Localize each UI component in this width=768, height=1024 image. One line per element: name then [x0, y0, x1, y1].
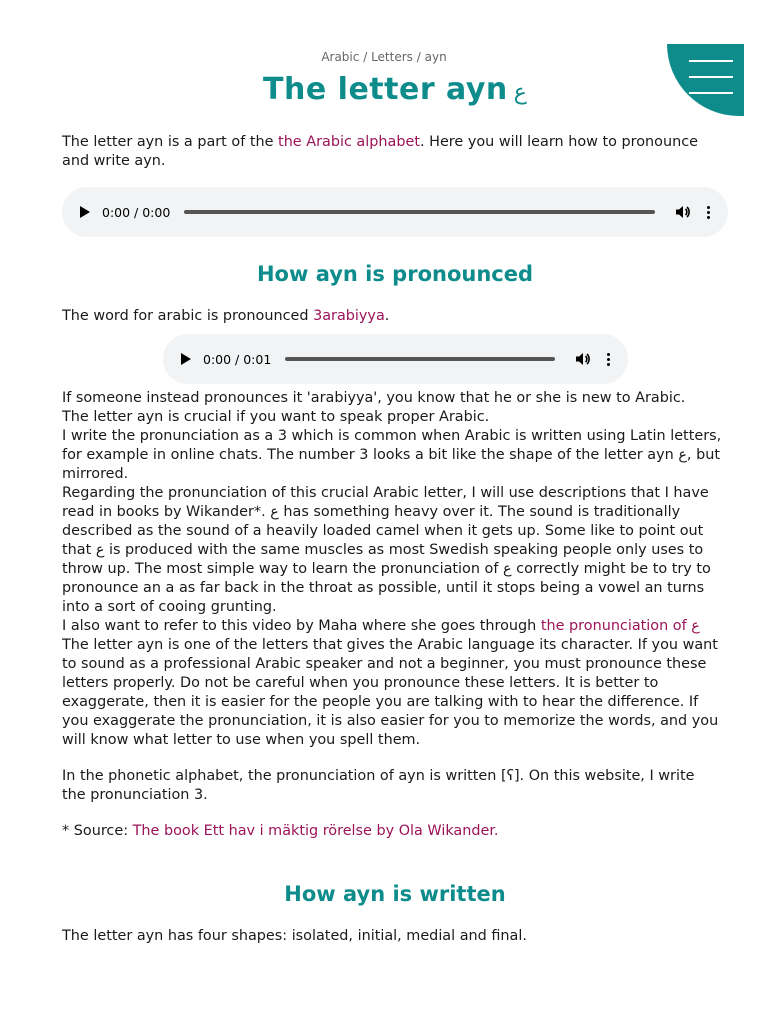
arabic-alphabet-link[interactable]: the Arabic alphabet [278, 134, 420, 150]
intro-text-end: . Here you will learn how to pronounce and write ayn. [62, 134, 698, 169]
play-icon[interactable] [181, 353, 191, 365]
audio-player-intro[interactable] [62, 187, 728, 237]
volume-icon[interactable] [675, 204, 691, 220]
intro-paragraph [62, 133, 722, 171]
intro-text: The letter ayn is a part of the [62, 134, 279, 150]
video-ref-text: I also want to refer to this video by Maha where she goes through [62, 618, 541, 634]
source-label: * Source: [62, 823, 133, 839]
word-text: The word for arabic is pronounced [62, 308, 314, 324]
audio-player-word[interactable] [163, 334, 628, 384]
page-title-arabic: ع [513, 80, 527, 105]
source-book-link[interactable]: The book Ett hav i mäktig rörelse by Ola Wikander. [132, 823, 499, 839]
3arabiyya-link[interactable]: 3arabiyya [313, 308, 385, 324]
audio-time: 0:00 / 0:00 [102, 204, 171, 220]
page-title-text: The letter ayn [263, 72, 508, 107]
page-title [0, 72, 768, 107]
written-body [62, 927, 722, 946]
audio-progress-track[interactable] [184, 210, 655, 214]
paragraph: The letter ayn is crucial if you want to speak proper Arabic. [62, 409, 490, 425]
paragraph: I write the pronunciation as a 3 which is common when Arabic is written using Latin letters, for example in online chats. The number 3 looks a bit like the shape of the letter ayn ع, but mirrored. [62, 428, 722, 482]
paragraph: In the phonetic alphabet, the pronunciation of ayn is written [ʕ]. On this website, I write the pronunciation 3. [62, 768, 695, 803]
heading-written: How ayn is written [284, 882, 506, 906]
audio-time: 0:00 / 0:01 [203, 351, 272, 367]
play-icon[interactable] [80, 206, 90, 218]
breadcrumb [0, 50, 768, 64]
more-options-icon[interactable] [707, 206, 710, 219]
source-paragraph [62, 822, 722, 841]
volume-icon[interactable] [575, 351, 591, 367]
breadcrumb-current: ayn [424, 50, 447, 64]
breadcrumb-letters[interactable]: Letters [371, 50, 413, 64]
word-text-end: . [384, 308, 390, 324]
breadcrumb-separator: / [363, 50, 368, 64]
breadcrumb-arabic[interactable]: Arabic [321, 50, 360, 64]
pronunciation-video-link[interactable]: the pronunciation of ع [540, 618, 700, 634]
paragraph: The letter ayn has four shapes: isolated, initial, medial and final. [62, 928, 527, 944]
pronunciation-word-paragraph [62, 307, 722, 326]
paragraph: If someone instead pronounces it 'arabiyya', you know that he or she is new to Arabic. [62, 390, 686, 406]
paragraph [62, 617, 722, 636]
audio-progress-track[interactable] [285, 357, 555, 361]
breadcrumb-separator: / [416, 50, 421, 64]
paragraph: The letter ayn is one of the letters that gives the Arabic language its character. If you want to sound as a professional Arabic speaker and not a beginner, you must pronounce these letters properly. Do not be careful when you pronounce these letters. It is better to exaggerate, then it is easier for the people you are talking with to hear the difference. If you exaggerate the pronunciation, it is also easier for you to memorize the words, and you will know what letter to use when you spell them. [62, 637, 719, 748]
more-options-icon[interactable] [607, 353, 610, 366]
paragraph: Regarding the pronunciation of this crucial Arabic letter, I will use descriptions that I have read in books by Wikander*. ع has something heavy over it. The sound is traditionally described as the sound of a heavily loaded camel when it gets up. Some like to point out that ع is produced with the same muscles as most Swedish speaking people only uses to throw up. The most simple way to learn the pronunciation of ع correctly might be to try to pronounce an a as far back in the throat as possible, until it stops being a vowel an turns into a sort of cooing grunting. [62, 485, 711, 615]
heading-pronounced: How ayn is pronounced [256, 262, 533, 286]
pronunciation-body [62, 389, 722, 841]
